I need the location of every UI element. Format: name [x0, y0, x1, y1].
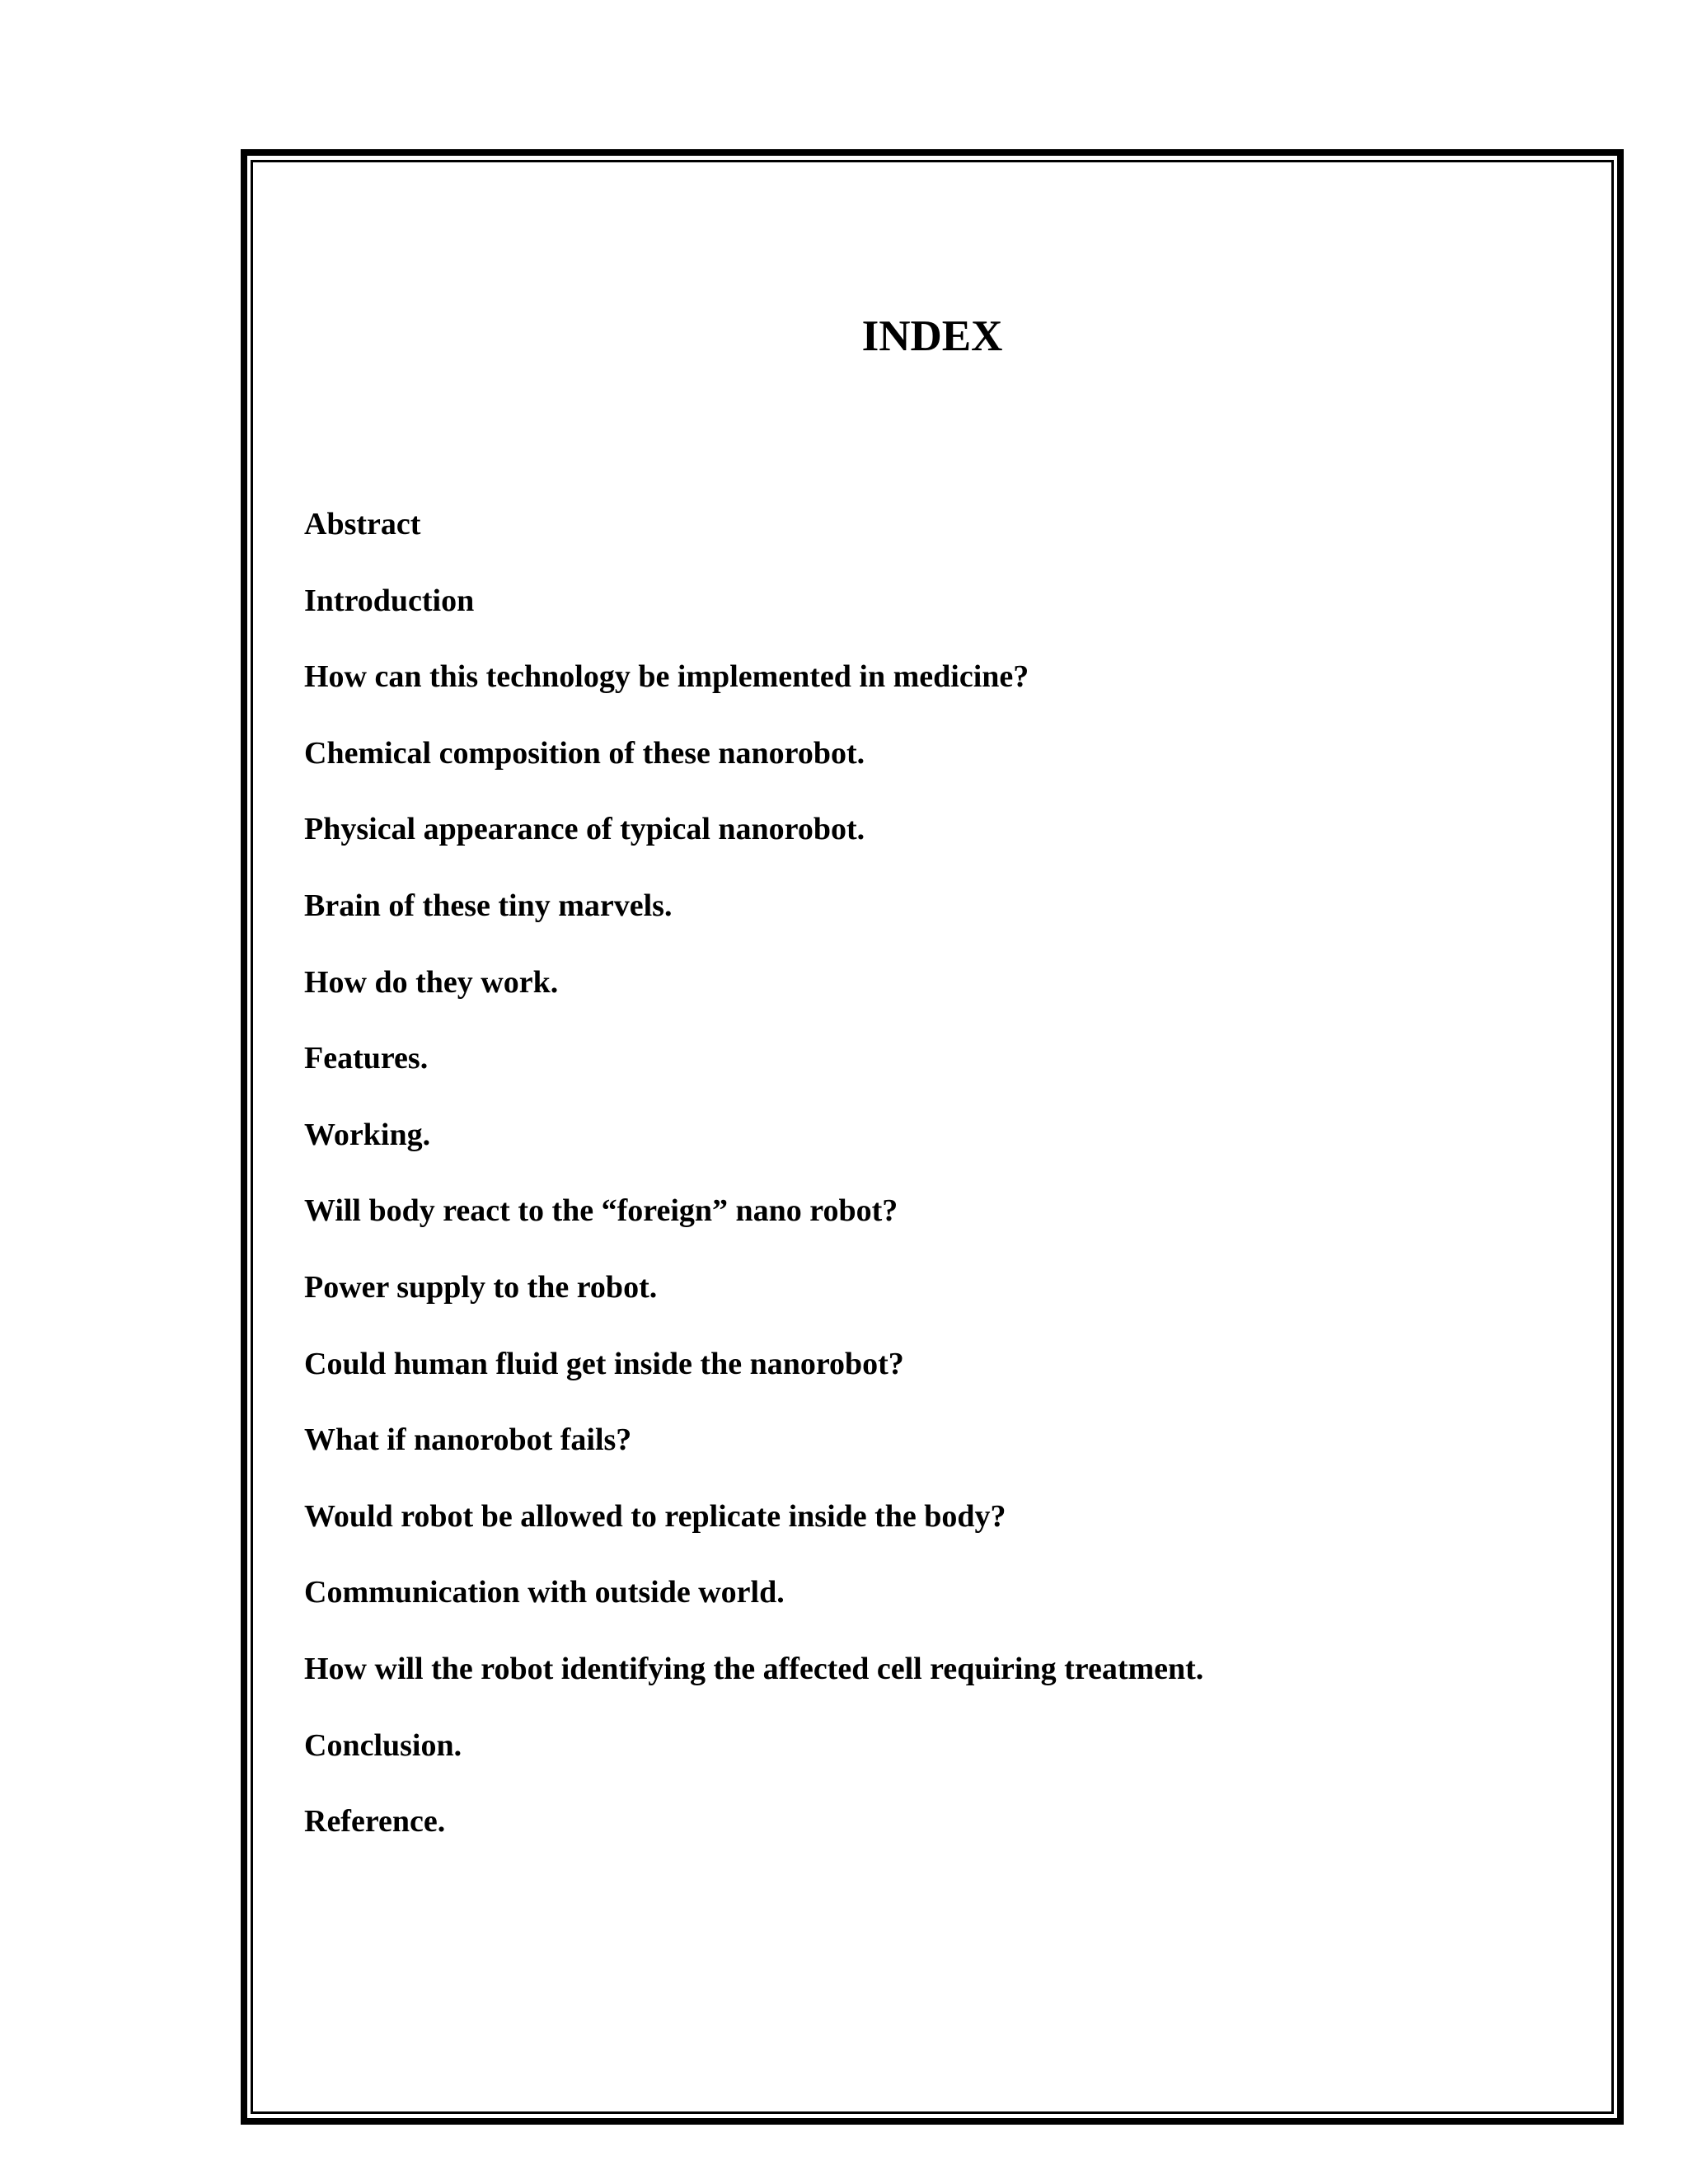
index-title: INDEX: [861, 312, 1003, 360]
index-entry-conclusion: Conclusion.: [304, 1727, 462, 1763]
index-list: [304, 506, 1203, 1880]
index-entry-chemical-composition: Chemical composition of these nanorobot.: [304, 735, 865, 771]
index-entry-introduction: Introduction: [304, 583, 475, 618]
index-entry-reference: Reference.: [304, 1804, 446, 1840]
index-entry-working: Working.: [304, 1117, 431, 1152]
index-entry-brain: Brain of these tiny marvels.: [304, 888, 673, 923]
index-entry-implementation: How can this technology be implemented in medicine?: [304, 659, 1029, 695]
index-entry-how-they-work: How do they work.: [304, 964, 559, 1000]
index-entry-cell-identification: How will the robot identifying the affected cell requiring treatment.: [304, 1651, 1204, 1686]
index-entry-communication: Communication with outside world.: [304, 1575, 785, 1610]
index-entry-body-reaction: Will body react to the “foreign” nano robot?: [304, 1193, 898, 1229]
index-entry-replication: Would robot be allowed to replicate inside the body?: [304, 1498, 1006, 1534]
index-entry-physical-appearance: Physical appearance of typical nanorobot.: [304, 812, 865, 847]
index-entry-features: Features.: [304, 1041, 429, 1076]
index-entry-power-supply: Power supply to the robot.: [304, 1269, 658, 1305]
index-entry-human-fluid: Could human fluid get inside the nanorobot?: [304, 1346, 904, 1381]
index-entry-abstract: Abstract: [304, 507, 421, 541]
index-entry-failure: What if nanorobot fails?: [304, 1422, 632, 1458]
